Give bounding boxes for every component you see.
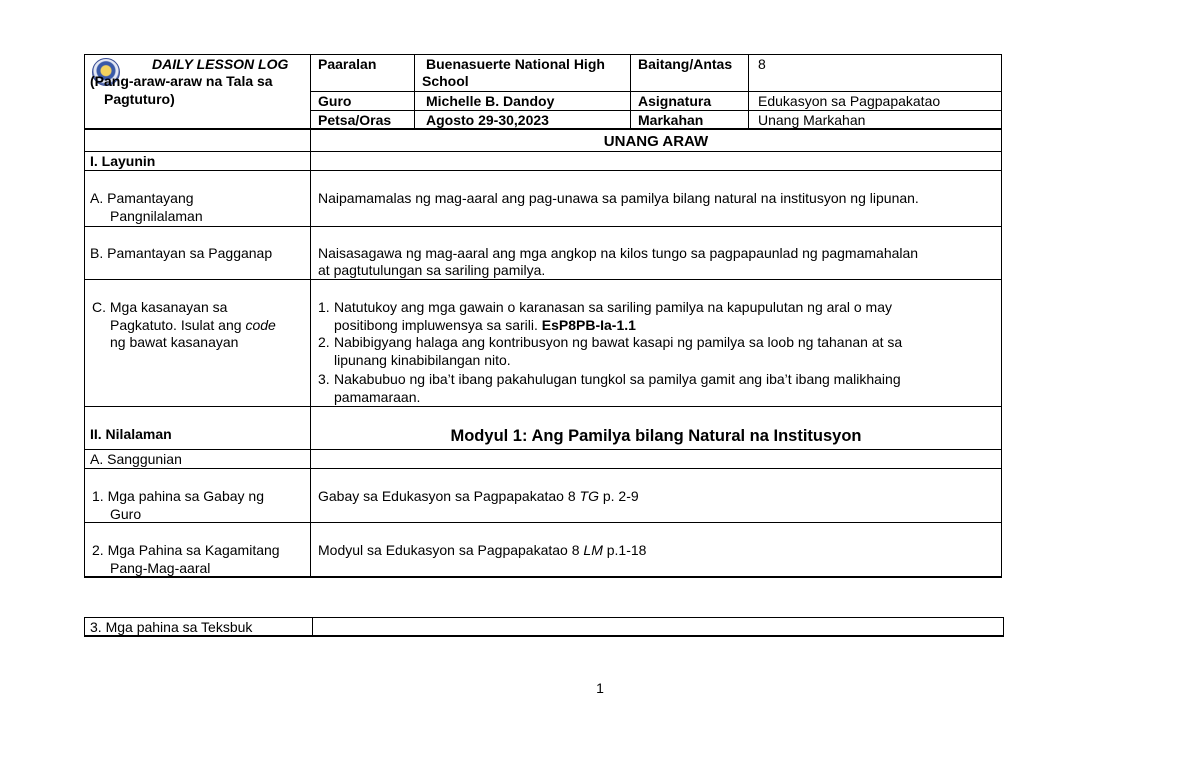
subject-value: Edukasyon sa Pagpapakatao (758, 93, 941, 109)
competency-item: Nakabubuo ng iba’t ibang pakahulugan tungkol sa pamilya gamit ang iba’t ibang malikhaing (334, 371, 901, 387)
competency-code: EsP8PB-Ia-1.1 (541, 317, 636, 333)
ref-abbrev: TG (579, 488, 599, 504)
table-column-divider (748, 54, 749, 129)
ref-text: Gabay sa Edukasyon sa Pagpapakatao 8 (318, 488, 580, 504)
quarter-value: Unang Markahan (758, 112, 866, 128)
competency-item: Nabibigyang halaga ang kontribusyon ng bawat kasapi ng pamilya sa loob ng tahanan at sa (334, 334, 903, 350)
objective-c-label-cont2: ng bawat kasanayan (110, 334, 239, 350)
school-label: Paaralan (318, 56, 377, 72)
content-heading: II. Nilalaman (90, 426, 172, 442)
table-column-divider (630, 54, 631, 129)
doc-subtitle: (Pang-araw-araw na Tala sa (90, 73, 273, 89)
ref-abbrev: LM (583, 542, 603, 558)
day-heading: UNANG ARAW (603, 133, 709, 150)
table-border-bottom (84, 576, 1002, 578)
table-border-top (84, 54, 1002, 55)
table-rule (84, 279, 1002, 280)
table-border-right (1003, 617, 1004, 636)
objective-c-label-code-word: code (245, 317, 276, 333)
competency-num: 1. (318, 299, 330, 315)
table-rule (84, 406, 1002, 407)
competency-item-cont: lipunang kinabibilangan nito. (334, 352, 511, 368)
table-column-divider (414, 54, 415, 129)
ref-teacher-guide-label: 1. Mga pahina sa Gabay ng (92, 488, 265, 504)
page-number: 1 (596, 680, 604, 696)
table-border-left (84, 54, 85, 577)
competency-item-text: positibong impluwensya sa sarili. (334, 317, 542, 333)
school-value: Buenasuerte National High (426, 56, 605, 72)
table-column-divider (312, 617, 313, 636)
competency-num: 2. (318, 334, 330, 350)
table-rule (84, 449, 1002, 450)
subject-label: Asignatura (638, 93, 712, 109)
objective-b-label: B. Pamantayan sa Pagganap (90, 245, 273, 261)
objective-c-label-text: Pagkatuto. Isulat ang (110, 317, 246, 333)
ref-text: Modyul sa Edukasyon sa Pagpapakatao 8 (318, 542, 584, 558)
teacher-label: Guro (318, 93, 352, 109)
ref-pages: p. 2-9 (598, 488, 639, 504)
table-rule (84, 170, 1002, 171)
objective-b-value: Naisasagawa ng mag-aaral ang mga angkop na kilos tungo sa pagpapaunlad ng pagmamahalan (318, 245, 919, 261)
table-border-left (84, 617, 85, 636)
module-title: Modyul 1: Ang Pamilya bilang Natural na Institusyon (450, 427, 862, 445)
doc-title: DAILY LESSON LOG (152, 56, 289, 72)
table-rule (84, 226, 1002, 227)
competency-num: 3. (318, 371, 330, 387)
competency-item: Natutukoy ang mga gawain o karanasan sa sariling pamilya na kapupulutan ng aral o may (334, 299, 893, 315)
table-rule (84, 468, 1002, 469)
table-border-right (1001, 54, 1002, 577)
ref-learner-material-value (318, 542, 646, 559)
table-rule (84, 151, 1002, 152)
school-value-cont: School (422, 73, 469, 89)
ref-teacher-guide-value (318, 488, 639, 505)
grade-value: 8 (758, 56, 766, 72)
objective-a-label: A. Pamantayang (90, 190, 194, 206)
objective-b-value-cont: at pagtutulungan sa sariling pamilya. (318, 262, 546, 278)
grade-label: Baitang/Antas (638, 56, 733, 72)
competency-item-cont: pamamaraan. (334, 389, 421, 405)
objectives-heading: I. Layunin (90, 153, 156, 169)
table-rule (84, 522, 1002, 523)
teacher-value: Michelle B. Dandoy (426, 93, 555, 109)
date-value: Agosto 29-30,2023 (426, 112, 549, 128)
objective-c-label-cont (110, 317, 276, 334)
references-heading: A. Sanggunian (90, 451, 182, 467)
ref-teacher-guide-label-cont: Guro (110, 506, 142, 522)
ref-textbook-label: 3. Mga pahina sa Teksbuk (90, 619, 253, 635)
objective-c-label: C. Mga kasanayan sa (92, 299, 228, 315)
ref-pages: p.1-18 (602, 542, 647, 558)
table-border-top (84, 617, 1004, 618)
quarter-label: Markahan (638, 112, 704, 128)
date-label: Petsa/Oras (318, 112, 392, 128)
competency-item-cont (334, 317, 636, 334)
objective-a-label-cont: Pangnilalaman (110, 208, 203, 224)
ref-learner-material-label: 2. Mga Pahina sa Kagamitang (92, 542, 280, 558)
objective-a-value: Naipamamalas ng mag-aaral ang pag-unawa sa pamilya bilang natural na institusyon ng lipunan. (318, 190, 919, 206)
ref-learner-material-label-cont: Pang-Mag-aaral (110, 560, 211, 576)
doc-subtitle-cont: Pagtuturo) (104, 91, 175, 107)
